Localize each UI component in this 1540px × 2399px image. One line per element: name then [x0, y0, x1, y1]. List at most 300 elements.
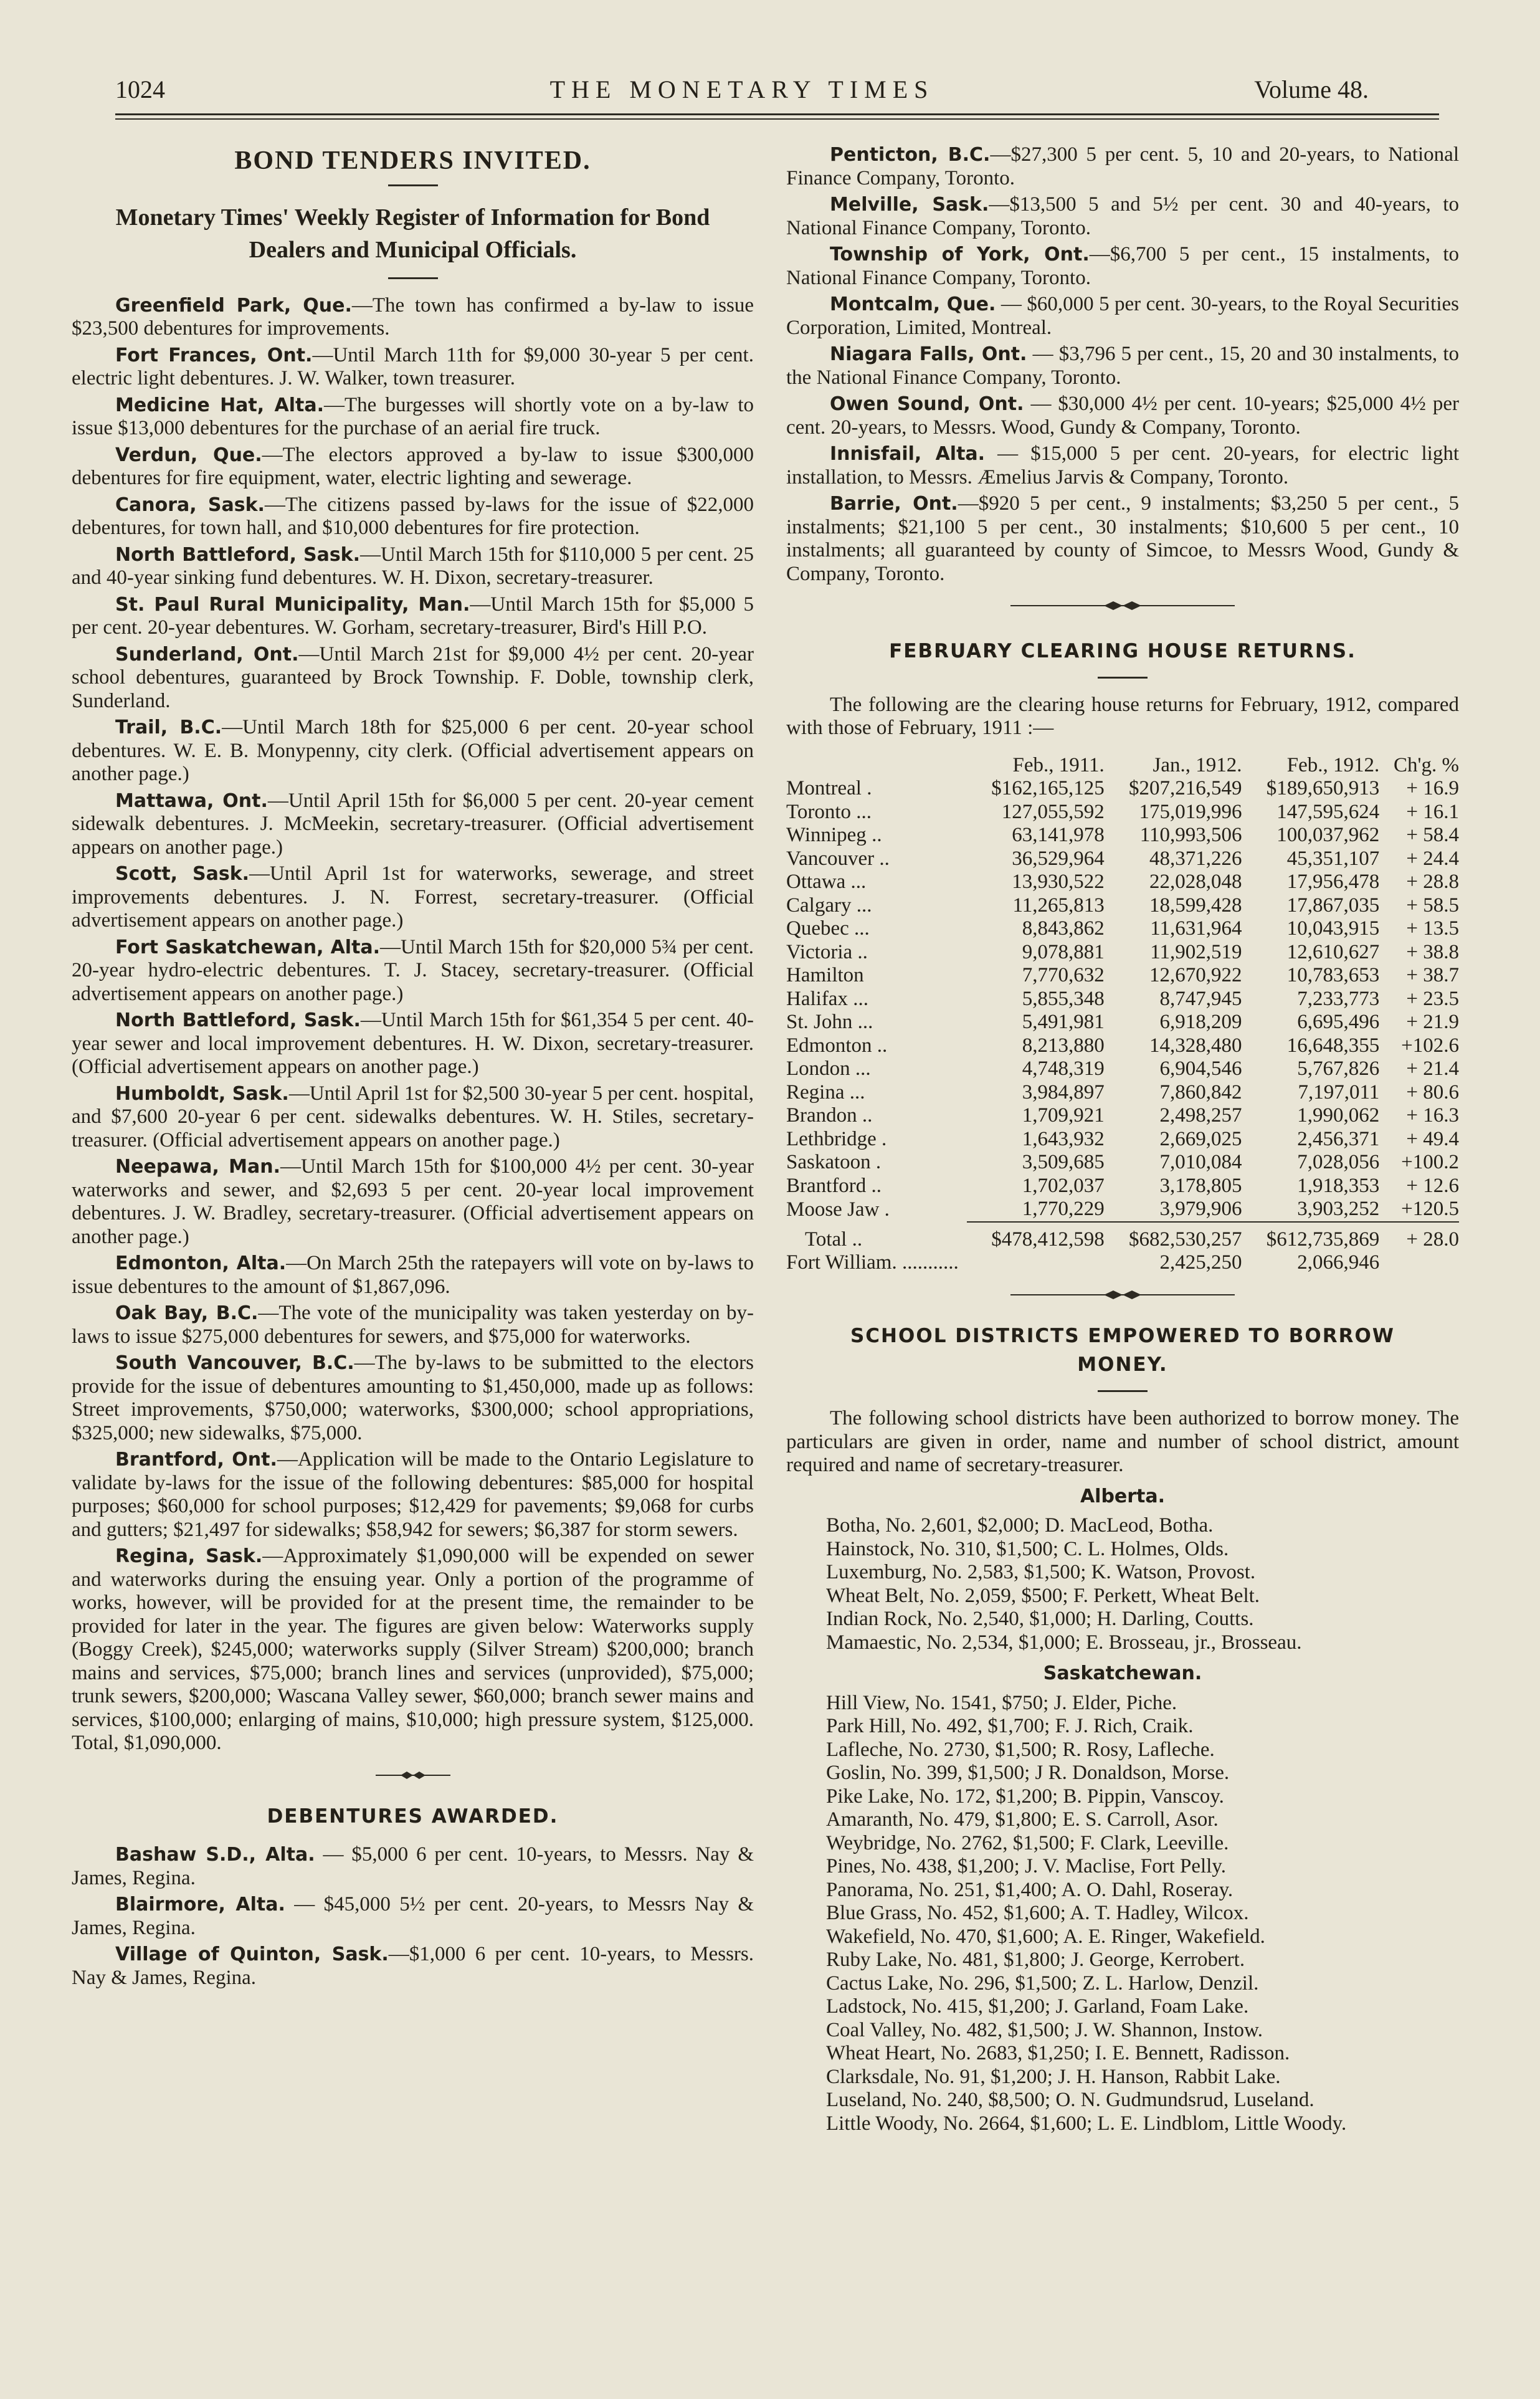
- place-name: Scott, Sask.: [115, 863, 250, 885]
- city-name: Quebec: [786, 917, 849, 940]
- place-name: Township of York, Ont.: [830, 244, 1090, 265]
- list-item: Little Woody, No. 2664, $1,600; L. E. Lindblom, Little Woody.: [826, 2112, 1347, 2135]
- place-name: Medicine Hat, Alta.: [115, 394, 324, 416]
- list-item: Pike Lake, No. 172, $1,200; B. Pippin, Vanscoy.: [826, 1785, 1224, 1808]
- list-item: Panorama, No. 251, $1,400; A. O. Dahl, Roseray.: [826, 1878, 1233, 1901]
- place-name: Montcalm, Que.: [830, 293, 996, 315]
- place-name: Canora, Sask.: [115, 494, 265, 516]
- value-cell: 8,843,862: [1022, 917, 1105, 940]
- value-cell: 7,770,632: [1022, 964, 1105, 986]
- leader-dots: ...: [856, 894, 872, 917]
- list-item: Indian Rock, No. 2,540, $1,000; H. Darling, Coutts.: [826, 1608, 1254, 1630]
- debentures-awarded-continued: [786, 143, 1459, 586]
- place-name: Regina, Sask.: [115, 1545, 263, 1567]
- page-number: 1024: [115, 75, 165, 103]
- value-cell: $189,650,913: [1266, 777, 1380, 799]
- table-row: [786, 847, 1459, 871]
- entry-text: —The electors approved a by-law to issue $300,000 debentures for fire equipment, water, electric lighting and sewerage.: [72, 443, 754, 489]
- entry-text: —The vote of the municipality was taken yesterday on by-laws to issue $275,000 debentures for sewers, and $75,000 for waterworks.: [72, 1302, 754, 1348]
- table-row: [786, 1081, 1459, 1105]
- bond-tender-entry: [72, 1545, 754, 1755]
- table-row: [786, 870, 1459, 894]
- entry-text: — $60,000 5 per cent. 30-years, to the Royal Securities Corporation, Limited, Montreal.: [786, 293, 1459, 339]
- value-cell: 3,903,252: [1242, 1198, 1380, 1222]
- value-cell: 11,902,519: [1150, 940, 1242, 963]
- ornament-icon: [1010, 599, 1235, 612]
- alberta-list: [786, 1514, 1459, 1654]
- leader-dots: ...: [850, 870, 867, 893]
- value-cell: 7,028,056: [1297, 1151, 1380, 1173]
- entry-text: — $45,000 5½ per cent. 20-years, to Messrs Nay & James, Regina.: [72, 1893, 754, 1939]
- bond-tender-entry: [72, 1352, 754, 1445]
- extra-label: Fort William. ...........: [786, 1251, 959, 1274]
- place-name: Fort Frances, Ont.: [115, 344, 313, 366]
- city-cell: [786, 1011, 967, 1034]
- place-name: Sunderland, Ont.: [115, 643, 299, 665]
- bond-tender-entry: [72, 1252, 754, 1299]
- value-cell: 9,078,881: [1022, 940, 1105, 963]
- bond-tender-entry: [72, 344, 754, 391]
- list-item: Hainstock, No. 310, $1,500; C. L. Holmes, Olds.: [826, 1537, 1229, 1560]
- city-name: Halifax: [786, 987, 848, 1010]
- list-item: Clarksdale, No. 91, $1,200; J. H. Hanson, Rabbit Lake.: [826, 2065, 1281, 2088]
- debentures-awarded-heading: DEBENTURES AWARDED.: [267, 1805, 559, 1828]
- value-cell: 127,055,592: [1001, 800, 1105, 823]
- value-cell: 2,066,946: [1297, 1251, 1380, 1274]
- city-cell: [786, 1128, 967, 1152]
- saskatchewan-heading: Saskatchewan.: [1043, 1662, 1202, 1684]
- value-cell: $162,165,125: [991, 777, 1105, 799]
- value-cell: 2,425,250: [1159, 1251, 1242, 1274]
- ornament-icon: [376, 1769, 450, 1781]
- city-cell: [786, 894, 967, 918]
- place-name: Oak Bay, B.C.: [115, 1302, 259, 1324]
- entry-text: —Until March 15th for $61,354 5 per cent. 40-year sewer and local improvement debentures. H. W. Dixon, secretary-treasurer. (Official advertisement appears on another page.): [72, 1009, 754, 1078]
- left-column: [72, 143, 754, 1993]
- debenture-entry: [786, 393, 1459, 439]
- list-item: Park Hill, No. 492, $1,700; F. J. Rich, Craik.: [826, 1715, 1194, 1737]
- value-cell: 11,265,813: [1012, 894, 1105, 917]
- list-item: Goslin, No. 399, $1,500; J R. Donaldson, Morse.: [826, 1762, 1230, 1784]
- list-item: Luseland, No. 240, $8,500; O. N. Gudmundsrud, Luseland.: [826, 2089, 1314, 2111]
- list-item: Amaranth, No. 479, $1,800; E. S. Carroll, Asor.: [826, 1808, 1219, 1831]
- place-name: Owen Sound, Ont.: [830, 393, 1024, 415]
- bond-tender-entry: [72, 643, 754, 713]
- city-cell: [786, 941, 967, 965]
- entry-text: —Until March 15th for $20,000 5¾ per cent. 20-year hydro-electric debentures. T. J. Stacey, secretary-treasurer. (Official advertisement appears on another page.): [72, 935, 754, 1005]
- city-cell: [786, 988, 967, 1011]
- debenture-entry: [72, 1893, 754, 1940]
- value-cell: 3,984,897: [1022, 1080, 1105, 1104]
- debenture-entry: [786, 442, 1459, 489]
- city-cell: [786, 777, 967, 801]
- bond-tenders-list: [72, 294, 754, 1755]
- city-name: London: [786, 1057, 850, 1080]
- value-cell: + 16.1: [1406, 800, 1459, 823]
- value-cell: 17,956,478: [1286, 870, 1380, 893]
- value-cell: + 24.4: [1406, 847, 1459, 870]
- value-cell: +102.6: [1401, 1034, 1459, 1057]
- table-row: [786, 941, 1459, 965]
- city-name: Calgary: [786, 894, 852, 917]
- leader-dots: ...: [853, 987, 868, 1010]
- value-cell: $207,216,549: [1129, 777, 1242, 799]
- city-cell: [786, 1151, 967, 1175]
- city-name: Toronto: [786, 800, 852, 823]
- table-row: [786, 964, 1459, 988]
- value-cell: $682,530,257: [1129, 1228, 1242, 1251]
- bond-tender-entry: [72, 1155, 754, 1249]
- entry-text: —The town has confirmed a by-law to issue $23,500 debentures for improvements.: [72, 293, 754, 340]
- city-name: Hamilton: [786, 964, 864, 986]
- value-cell: $478,412,598: [991, 1228, 1105, 1251]
- place-name: Blairmore, Alta.: [115, 1894, 285, 1915]
- table-header-row: [786, 754, 1459, 778]
- debenture-entry: [72, 1843, 754, 1890]
- list-item: Luxemburg, No. 2,583, $1,500; K. Watson, Provost.: [826, 1561, 1256, 1583]
- leader-dots: ...: [856, 800, 872, 823]
- entry-text: — $5,000 6 per cent. 10-years, to Messrs. Nay & James, Regina.: [72, 1843, 754, 1889]
- city-name: Winnipeg: [786, 824, 867, 846]
- city-cell: [786, 1228, 967, 1252]
- bond-tender-entry: [72, 1302, 754, 1348]
- value-cell: 3,979,906: [1105, 1198, 1242, 1222]
- value-cell: + 16.3: [1406, 1104, 1459, 1127]
- list-item: Cactus Lake, No. 296, $1,500; Z. L. Harlow, Denzil.: [826, 1972, 1259, 1995]
- city-name: Ottawa: [786, 870, 846, 893]
- value-cell: 8,213,880: [1022, 1034, 1105, 1057]
- value-cell: 22,028,048: [1149, 870, 1242, 893]
- city-cell: [786, 824, 967, 847]
- table-row: [786, 1104, 1459, 1128]
- column-header: Ch'g. %: [1394, 753, 1459, 776]
- value-cell: 1,770,229: [967, 1198, 1105, 1222]
- city-name: Lethbridge: [786, 1127, 877, 1150]
- place-name: Humboldt, Sask.: [115, 1082, 289, 1105]
- list-item: Lafleche, No. 2730, $1,500; R. Rosy, Lafleche.: [826, 1738, 1215, 1761]
- value-cell: 17,867,035: [1286, 894, 1380, 917]
- value-cell: + 23.5: [1406, 987, 1459, 1010]
- place-name: Brantford, Ont.: [115, 1449, 277, 1471]
- bond-tender-entry: [72, 593, 754, 640]
- list-item: Blue Grass, No. 452, $1,600; A. T. Hadley, Wilcox.: [826, 1902, 1249, 1924]
- city-name: Brandon: [786, 1104, 857, 1127]
- value-cell: 1,643,932: [1022, 1127, 1105, 1150]
- value-cell: 7,197,011: [1298, 1080, 1380, 1104]
- empty-cell: [1379, 1251, 1459, 1275]
- place-name: Niagara Falls, Ont.: [830, 343, 1027, 365]
- bond-tender-entry: [72, 1009, 754, 1079]
- table-row: [786, 824, 1459, 847]
- value-cell: + 21.4: [1406, 1057, 1459, 1080]
- entry-text: —$920 5 per cent., 9 instalments; $3,250 5 per cent., 5 instalments; $21,100 5 per cent., 30 instalments; $10,600 5 per cent., 10 instalments; all guaranteed by county of Simcoe, to Messrs Wood, Gundy & Company, Toronto.: [786, 492, 1460, 585]
- clearing-house-table: [786, 754, 1459, 1275]
- value-cell: 6,695,496: [1297, 1011, 1380, 1033]
- value-cell: 18,599,428: [1149, 894, 1242, 917]
- ornament-icon: [1010, 1289, 1235, 1301]
- section-rule: [388, 184, 438, 186]
- column-header: Jan., 1912.: [1153, 753, 1242, 776]
- value-cell: + 58.5: [1406, 894, 1459, 917]
- table-row: [786, 894, 1459, 918]
- value-cell: + 80.6: [1406, 1080, 1459, 1104]
- value-cell: 7,010,084: [1159, 1151, 1242, 1173]
- debenture-entry: [786, 193, 1459, 240]
- list-item: Mamaestic, No. 2,534, $1,000; E. Brosseau, jr., Brosseau.: [826, 1631, 1302, 1654]
- list-item: Wheat Heart, No. 2683, $1,250; I. E. Bennett, Radisson.: [826, 2042, 1290, 2064]
- list-item: Botha, No. 2,601, $2,000; D. MacLeod, Botha.: [826, 1514, 1214, 1537]
- school-districts-heading: SCHOOL DISTRICTS EMPOWERED TO BORROW MONEY.: [850, 1325, 1395, 1376]
- leader-dots: ...: [849, 1080, 865, 1104]
- value-cell: 4,748,319: [1022, 1057, 1105, 1080]
- value-cell: 175,019,996: [1139, 800, 1242, 823]
- bond-tender-entry: [72, 494, 754, 540]
- value-cell: 2,456,371: [1297, 1127, 1380, 1150]
- city-name: Brantford: [786, 1174, 867, 1197]
- debenture-entry: [72, 1943, 754, 1990]
- value-cell: 2,498,257: [1159, 1104, 1242, 1127]
- table-row: [786, 1011, 1459, 1034]
- value-cell: + 38.8: [1406, 940, 1459, 963]
- place-name: Edmonton, Alta.: [115, 1252, 287, 1274]
- place-name: North Battleford, Sask.: [115, 1009, 361, 1031]
- entry-text: —Until March 21st for $9,000 4½ per cent. 20-year school debentures, guaranteed by Brock Township. F. Doble, township clerk, Sunderland.: [72, 642, 754, 712]
- section-rule: [388, 277, 438, 279]
- city-name: St. John: [786, 1011, 853, 1033]
- city-cell: [786, 1104, 967, 1128]
- section-rule: [1098, 1390, 1148, 1392]
- place-name: Melville, Sask.: [830, 194, 989, 216]
- entry-text: — $30,000 4½ per cent. 10-years; $25,000 4½ per cent. 20-years, to Messrs. Wood, Gundy & Company, Toronto.: [786, 393, 1459, 439]
- value-cell: 110,993,506: [1139, 824, 1242, 846]
- ornament-divider: [72, 1764, 754, 1788]
- table-row: [786, 1198, 1459, 1222]
- city-cell: [786, 1175, 967, 1198]
- place-name: Neepawa, Man.: [115, 1156, 281, 1178]
- bond-tender-entry: [72, 789, 754, 860]
- leader-dots: ..: [879, 847, 890, 870]
- place-name: North Battleford, Sask.: [115, 543, 361, 566]
- table-row: [786, 777, 1459, 801]
- place-name: Trail, B.C.: [115, 717, 222, 738]
- bond-tender-entry: [72, 543, 754, 590]
- clearing-house-heading: FEBRUARY CLEARING HOUSE RETURNS.: [889, 639, 1356, 662]
- leader-dots: ..: [872, 824, 882, 846]
- city-cell: [786, 964, 967, 988]
- section-rule: [1098, 677, 1148, 679]
- value-cell: 12,610,627: [1286, 940, 1380, 963]
- entry-text: —Application will be made to the Ontario Legislature to validate by-laws for the issue of the following debentures: $85,000 for hospital purposes; $60,000 for school purposes; $12,429 for pavements; $9,068 for curbs and gutters; $21,497 for sidewalks; $58,942 for sewers; $6,387 for storm sewers.: [72, 1448, 754, 1541]
- place-name: Greenfield Park, Que.: [115, 294, 352, 317]
- city-cell: [786, 870, 967, 894]
- value-cell: 6,918,209: [1159, 1011, 1242, 1033]
- list-item: Coal Valley, No. 482, $1,500; J. W. Shannon, Instow.: [826, 2018, 1263, 2041]
- leader-dots: ..: [862, 1104, 873, 1127]
- value-cell: + 16.9: [1406, 777, 1459, 799]
- city-cell: [786, 1081, 967, 1105]
- value-cell: 6,904,546: [1159, 1057, 1242, 1080]
- leader-dots: ...: [855, 1057, 871, 1080]
- page-header: [115, 75, 1369, 112]
- place-name: Barrie, Ont.: [830, 493, 958, 515]
- entry-text: —Until April 15th for $6,000 5 per cent. 20-year cement sidewalk debentures. J. McMeekin, secretary-treasurer. (Official advertisement appears on another page.): [72, 789, 754, 859]
- value-cell: + 28.8: [1406, 870, 1459, 893]
- value-cell: 10,783,653: [1286, 964, 1380, 986]
- leader-dots: ...: [857, 1011, 873, 1033]
- entry-text: —Until April 1st for $2,500 30-year 5 per cent. hospital, and $7,600 20-year 6 per cent. sidewalks debentures. W. H. Stiles, secretary-treasurer. (Official advertisement appears on another page.): [72, 1082, 754, 1152]
- debenture-entry: [786, 492, 1459, 586]
- entry-text: —Until March 15th for $5,000 5 per cent. 20-year debentures. W. Gorham, secretary-treasurer, Bird's Hill P.O.: [72, 593, 754, 639]
- value-cell: 12,670,922: [1149, 964, 1242, 986]
- place-name: Village of Quinton, Sask.: [115, 1944, 389, 1965]
- value-cell: 5,491,981: [1022, 1011, 1105, 1033]
- leader-dots: ..: [852, 1228, 863, 1251]
- table-row: [786, 1175, 1459, 1198]
- entry-text: —On March 25th the ratepayers will vote on by-laws to issue debentures to the amount of $1,867,096.: [72, 1252, 754, 1298]
- value-cell: 7,233,773: [1297, 987, 1380, 1010]
- bond-tender-entry: [72, 394, 754, 441]
- list-item: Ladstock, No. 415, $1,200; J. Garland, Foam Lake.: [826, 1995, 1249, 2018]
- table-row: [786, 1151, 1459, 1175]
- entry-text: —$6,700 5 per cent., 15 instalments, to National Finance Company, Toronto.: [786, 243, 1460, 289]
- alberta-heading: Alberta.: [1080, 1485, 1166, 1507]
- city-name: Montreal: [786, 777, 862, 799]
- entry-text: —Until March 15th for $100,000 4½ per cent. 30-year waterworks and sewer, and $2,693 5 per cent. 20-year local improvement debentures. J. W. Bradley, secretary-treasurer. (Official advertisement appears on another page.): [72, 1155, 754, 1248]
- value-cell: $612,735,869: [1266, 1228, 1380, 1251]
- list-item: Hill View, No. 1541, $750; J. Elder, Piche.: [826, 1691, 1177, 1714]
- leader-dots: ..: [857, 940, 868, 963]
- value-cell: 7,860,842: [1159, 1080, 1242, 1104]
- table-row: [786, 1057, 1459, 1081]
- value-cell: + 13.5: [1406, 917, 1459, 940]
- city-cell: [786, 917, 967, 941]
- leader-dots: .: [882, 1127, 887, 1150]
- debenture-entry: [786, 293, 1459, 340]
- table-row: [786, 988, 1459, 1011]
- value-cell: 16,648,355: [1286, 1034, 1380, 1057]
- value-cell: 100,037,962: [1276, 824, 1380, 846]
- list-item: Wakefield, No. 470, $1,600; A. E. Ringer, Wakefield.: [826, 1925, 1265, 1948]
- list-item: Ruby Lake, No. 481, $1,800; J. George, Kerrobert.: [826, 1948, 1245, 1971]
- value-cell: 14,328,480: [1149, 1034, 1242, 1057]
- value-cell: 11,631,964: [1150, 917, 1242, 940]
- ornament-divider: [786, 594, 1459, 618]
- value-cell: + 38.7: [1406, 964, 1459, 986]
- value-cell: 3,509,685: [1022, 1151, 1105, 1173]
- value-cell: 2,669,025: [1159, 1127, 1242, 1150]
- saskatchewan-list: [786, 1692, 1459, 2136]
- leader-dots: ..: [871, 1174, 882, 1197]
- place-name: Verdun, Que.: [115, 444, 262, 466]
- value-cell: 48,371,226: [1149, 847, 1242, 870]
- bond-tender-entry: [72, 862, 754, 933]
- city-name: Regina: [786, 1080, 845, 1104]
- value-cell: + 58.4: [1406, 824, 1459, 846]
- entry-text: —$27,300 5 per cent. 5, 10 and 20-years, to National Finance Company, Toronto.: [786, 143, 1459, 189]
- total-label: Total: [805, 1228, 847, 1251]
- value-cell: + 12.6: [1406, 1174, 1459, 1197]
- entry-text: — $3,796 5 per cent., 15, 20 and 30 instalments, to the National Finance Company, Toronto.: [786, 343, 1459, 389]
- entry-text: —The citizens passed by-laws for the issue of $22,000 debentures, for town hall, and $10,000 debentures for fire protection.: [72, 493, 754, 539]
- entry-text: —Until March 11th for $9,000 30-year 5 per cent. electric light debentures. J. W. Walker, town treasurer.: [72, 343, 754, 389]
- value-cell: 5,767,826: [1297, 1057, 1380, 1080]
- column-header: Feb., 1912.: [1286, 753, 1380, 776]
- value-cell: + 49.4: [1406, 1127, 1459, 1150]
- city-name: Saskatoon: [786, 1151, 871, 1173]
- table-row: [786, 1034, 1459, 1058]
- entry-text: —$13,500 5 and 5½ per cent. 30 and 40-years, to National Finance Company, Toronto.: [786, 193, 1459, 239]
- clearing-house-intro: The following are the clearing house returns for February, 1912, compared with those of February, 1911 :—: [786, 693, 1459, 739]
- debenture-entry: [786, 343, 1459, 389]
- value-cell: +120.5: [1379, 1198, 1459, 1222]
- city-name: Victoria: [786, 940, 853, 963]
- value-cell: +100.2: [1401, 1151, 1459, 1173]
- value-cell: 1,702,037: [1022, 1174, 1105, 1197]
- place-name: St. Paul Rural Municipality, Man.: [115, 593, 470, 616]
- place-name: Fort Saskatchewan, Alta.: [115, 936, 381, 958]
- total-row: [786, 1228, 1459, 1252]
- leader-dots: .: [884, 1198, 890, 1221]
- volume-label: Volume 48.: [1254, 75, 1369, 103]
- city-cell: [786, 801, 967, 824]
- table-row: [786, 917, 1459, 941]
- entry-text: —Until March 18th for $25,000 6 per cent. 20-year school debentures. W. E. B. Monypenny, city clerk. (Official advertisement appears on another page.): [72, 716, 754, 785]
- place-name: Innisfail, Alta.: [830, 443, 986, 465]
- value-cell: 1,990,062: [1297, 1104, 1380, 1127]
- entry-text: —Until April 1st for waterworks, sewerage, and street improvements debentures. J. N. Forrest, secretary-treasurer. (Official advertisement appears on another page.): [72, 862, 754, 932]
- register-subheading: Monetary Times' Weekly Register of Information for Bond Dealers and Municipal Officials.: [115, 204, 710, 263]
- bond-tender-entry: [72, 294, 754, 341]
- entry-text: —The by-laws to be submitted to the electors provide for the issue of debentures amounting to $1,450,000, made up as follows: Street improvements, $750,000; waterworks, $300,000; school appropriations, $325,000; new sidewalks, $75,000.: [72, 1352, 754, 1444]
- bond-tenders-heading: BOND TENDERS INVITED.: [234, 146, 591, 175]
- debenture-entry: [786, 143, 1459, 190]
- value-cell: 45,351,107: [1286, 847, 1380, 870]
- entry-text: — $15,000 5 per cent. 20-years, for electric light installation, to Messrs. Æmelius Jarvis & Company, Toronto.: [786, 442, 1460, 489]
- entry-text: —The burgesses will shortly vote on a by-law to issue $13,000 debentures for the purchase of an aerial fire truck.: [72, 393, 754, 439]
- value-cell: 1,918,353: [1297, 1174, 1380, 1197]
- leader-dots: ..: [877, 1034, 888, 1057]
- city-name: Moose Jaw: [786, 1198, 880, 1221]
- value-cell: 13,930,522: [1012, 870, 1105, 893]
- place-name: Penticton, B.C.: [830, 144, 991, 166]
- entry-text: —$1,000 6 per cent. 10-years, to Messrs. Nay & James, Regina.: [72, 1943, 754, 1989]
- list-item: Wheat Belt, No. 2,059, $500; F. Perkett, Wheat Belt.: [826, 1584, 1260, 1607]
- header-rule: [115, 113, 1439, 115]
- city-header: [786, 754, 967, 778]
- entry-text: —Approximately $1,090,000 will be expended on sewer and waterworks during the ensuing year. Only a portion of the programme of works, however, will be provided for at the present time, the remainder to be provided for later in the year. The figures are given below: Waterworks supply (Boggy Creek), $245,000; waterworks supply (Silver Stream) $200,000; branch mains and services, $75,000; branch lines and services (unprovided), $75,000; trunk sewers, $200,000; Wascana Valley sewer, $60,000; branch sewer mains and services, $100,000; enlarging of mains, $10,000; high pressure system, $125,000. Total, $1,090,000.: [72, 1545, 754, 1754]
- table-row: [786, 1128, 1459, 1152]
- place-name: Mattawa, Ont.: [115, 789, 268, 812]
- value-cell: 10,043,915: [1286, 917, 1380, 940]
- list-item: Pines, No. 438, $1,200; J. V. Maclise, Fort Pelly.: [826, 1855, 1227, 1877]
- city-name: Vancouver: [786, 847, 875, 870]
- school-districts-intro: The following school districts have been authorized to borrow money. The particulars are given in order, name and number of school district, amount required and name of secretary-treasurer.: [786, 1407, 1459, 1476]
- city-cell: [786, 1198, 967, 1222]
- city-cell: [786, 847, 967, 871]
- city-cell: [786, 1057, 967, 1081]
- column-header: Feb., 1911.: [1012, 753, 1105, 776]
- value-cell: + 21.9: [1406, 1011, 1459, 1033]
- extra-row: [786, 1251, 1459, 1275]
- bond-tender-entry: [72, 936, 754, 1006]
- bond-tender-entry: [72, 1082, 754, 1153]
- header-rule-secondary: [115, 118, 1439, 120]
- value-cell: 147,595,624: [1276, 800, 1380, 823]
- leader-dots: ...: [854, 917, 870, 940]
- value-cell: 1,709,921: [1022, 1104, 1105, 1127]
- place-name: Bashaw S.D., Alta.: [115, 1844, 315, 1866]
- bond-tender-entry: [72, 716, 754, 786]
